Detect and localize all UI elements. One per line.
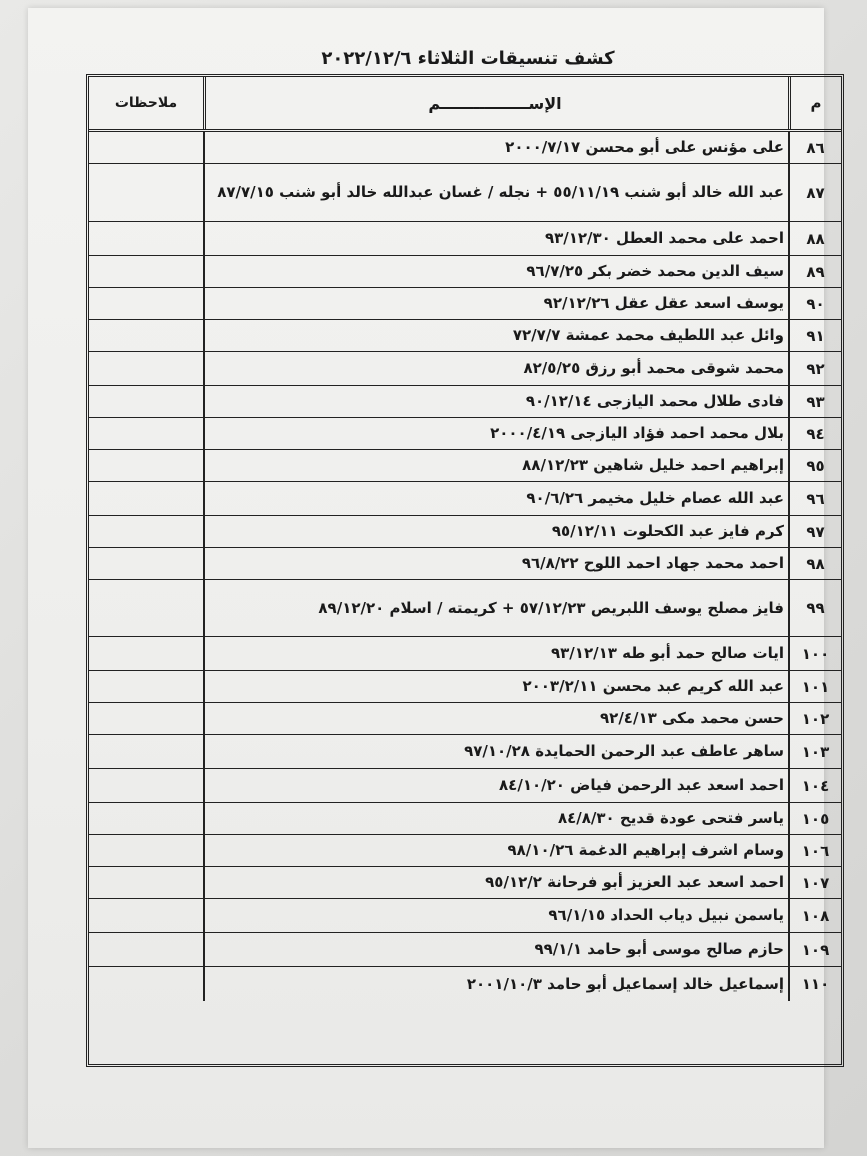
table-row [89, 637, 841, 671]
row-number: ٩٨ [788, 548, 841, 579]
row-number: ١٠١ [788, 671, 841, 702]
row-notes [89, 735, 203, 768]
row-number: ٨٩ [788, 256, 841, 287]
row-name: حازم صالح موسى أبو حامد ٩٩/١/١ [203, 933, 788, 966]
row-notes [89, 352, 203, 385]
table-row [89, 867, 841, 899]
row-notes [89, 418, 203, 449]
row-number: ١٠٠ [788, 637, 841, 670]
row-name: ايات صالح حمد أبو طه ٩٣/١٢/١٣ [203, 637, 788, 670]
row-notes [89, 482, 203, 515]
row-notes [89, 867, 203, 898]
header-name-label: الإســــــــــــــــم [428, 93, 562, 113]
row-name: عبد الله عصام خليل مخيمر ٩٠/٦/٢٦ [203, 482, 788, 515]
table-body [89, 132, 841, 1001]
row-name: احمد على محمد العطل ٩٣/١٢/٣٠ [203, 222, 788, 255]
table-row [89, 164, 841, 222]
row-notes [89, 580, 203, 636]
header-notes: ملاحظات [114, 95, 178, 111]
row-number: ١٠٩ [788, 933, 841, 966]
table-row [89, 735, 841, 769]
row-name: ساهر عاطف عبد الرحمن الحمايدة ٩٧/١٠/٢٨ [203, 735, 788, 768]
document-title: كشف تنسيقات الثلاثاء ٢٠٢٢/١٢/٦ [321, 48, 615, 69]
row-name: على مؤنس على أبو محسن ٢٠٠٠/٧/١٧ [203, 132, 788, 163]
row-notes [89, 637, 203, 670]
row-number: ٩٤ [788, 418, 841, 449]
table-row [89, 548, 841, 580]
row-name: عبد الله خالد أبو شنب ٥٥/١١/١٩ + نجله / غسان عبدالله خالد أبو شنب ٨٧/٧/١٥ [203, 164, 788, 221]
table-row [89, 580, 841, 637]
row-name: عبد الله كريم عبد محسن ٢٠٠٣/٢/١١ [203, 671, 788, 702]
table-row [89, 899, 841, 933]
row-name: بلال محمد احمد فؤاد اليازجى ٢٠٠٠/٤/١٩ [203, 418, 788, 449]
header-name [203, 77, 788, 129]
table-row [89, 703, 841, 735]
table-row [89, 835, 841, 867]
row-notes [89, 164, 203, 221]
row-number: ٩٣ [788, 386, 841, 417]
row-notes [89, 803, 203, 834]
table-row [89, 132, 841, 164]
row-notes [89, 132, 203, 163]
table-header [89, 77, 841, 132]
row-notes [89, 703, 203, 734]
table-row [89, 450, 841, 482]
row-name: احمد اسعد عبد العزيز أبو فرحانة ٩٥/١٢/٢ [203, 867, 788, 898]
row-number: ٩٩ [788, 580, 841, 636]
row-name: ياسمن نبيل دياب الحداد ٩٦/١/١٥ [203, 899, 788, 932]
row-number: ١٠٧ [788, 867, 841, 898]
row-name: ياسر فتحى عودة قديح ٨٤/٨/٣٠ [203, 803, 788, 834]
row-notes [89, 256, 203, 287]
row-name: حسن محمد مكى ٩٢/٤/١٣ [203, 703, 788, 734]
row-name: إسماعيل خالد إسماعيل أبو حامد ٢٠٠١/١٠/٣ [203, 967, 788, 1001]
row-number: ١٠٢ [788, 703, 841, 734]
row-notes [89, 450, 203, 481]
row-name: فايز مصلح يوسف اللبريص ٥٧/١٢/٢٣ + كريمته / اسلام ٨٩/١٢/٢٠ [203, 580, 788, 636]
row-notes [89, 548, 203, 579]
row-number: ٩٠ [788, 288, 841, 319]
row-name: وائل عبد اللطيف محمد عمشة ٧٢/٧/٧ [203, 320, 788, 351]
table-row [89, 516, 841, 548]
table-row [89, 769, 841, 803]
table-row [89, 352, 841, 386]
row-notes [89, 386, 203, 417]
row-name: احمد محمد جهاد احمد اللوح ٩٦/٨/٢٢ [203, 548, 788, 579]
names-table [86, 74, 844, 1067]
row-notes [89, 288, 203, 319]
row-number: ٨٨ [788, 222, 841, 255]
row-name: كرم فايز عبد الكحلوت ٩٥/١٢/١١ [203, 516, 788, 547]
row-number: ١٠٦ [788, 835, 841, 866]
row-notes [89, 899, 203, 932]
table-row [89, 671, 841, 703]
row-number: ١٠٤ [788, 769, 841, 802]
row-number: ٨٧ [788, 164, 841, 221]
row-name: وسام اشرف إبراهيم الدغمة ٩٨/١٠/٢٦ [203, 835, 788, 866]
table-row [89, 256, 841, 288]
table-row [89, 222, 841, 256]
row-notes [89, 933, 203, 966]
table-row [89, 967, 841, 1001]
row-name: محمد شوقى محمد أبو رزق ٨٢/٥/٢٥ [203, 352, 788, 385]
row-number: ٩٢ [788, 352, 841, 385]
row-notes [89, 320, 203, 351]
row-number: ١١٠ [788, 967, 841, 1001]
row-name: فادى طلال محمد اليازجى ٩٠/١٢/١٤ [203, 386, 788, 417]
row-notes [89, 967, 203, 1001]
row-number: ٨٦ [788, 132, 841, 163]
row-name: سيف الدين محمد خضر بكر ٩٦/٧/٢٥ [203, 256, 788, 287]
row-number: ٩٧ [788, 516, 841, 547]
row-name: احمد اسعد عبد الرحمن فياض ٨٤/١٠/٢٠ [203, 769, 788, 802]
table-row [89, 418, 841, 450]
row-notes [89, 769, 203, 802]
table-row [89, 933, 841, 967]
table-row [89, 803, 841, 835]
header-num: م [788, 77, 841, 129]
row-number: ١٠٨ [788, 899, 841, 932]
row-notes [89, 516, 203, 547]
row-number: ٩٥ [788, 450, 841, 481]
table-row [89, 288, 841, 320]
row-notes [89, 671, 203, 702]
row-notes [89, 835, 203, 866]
row-number: ٩١ [788, 320, 841, 351]
table-row [89, 386, 841, 418]
table-row [89, 482, 841, 516]
row-number: ١٠٥ [788, 803, 841, 834]
row-number: ١٠٣ [788, 735, 841, 768]
document-page [28, 8, 830, 1148]
row-name: إبراهيم احمد خليل شاهين ٨٨/١٢/٢٣ [203, 450, 788, 481]
row-name: يوسف اسعد عقل عقل ٩٢/١٢/٢٦ [203, 288, 788, 319]
row-number: ٩٦ [788, 482, 841, 515]
row-notes [89, 222, 203, 255]
table-row [89, 320, 841, 352]
